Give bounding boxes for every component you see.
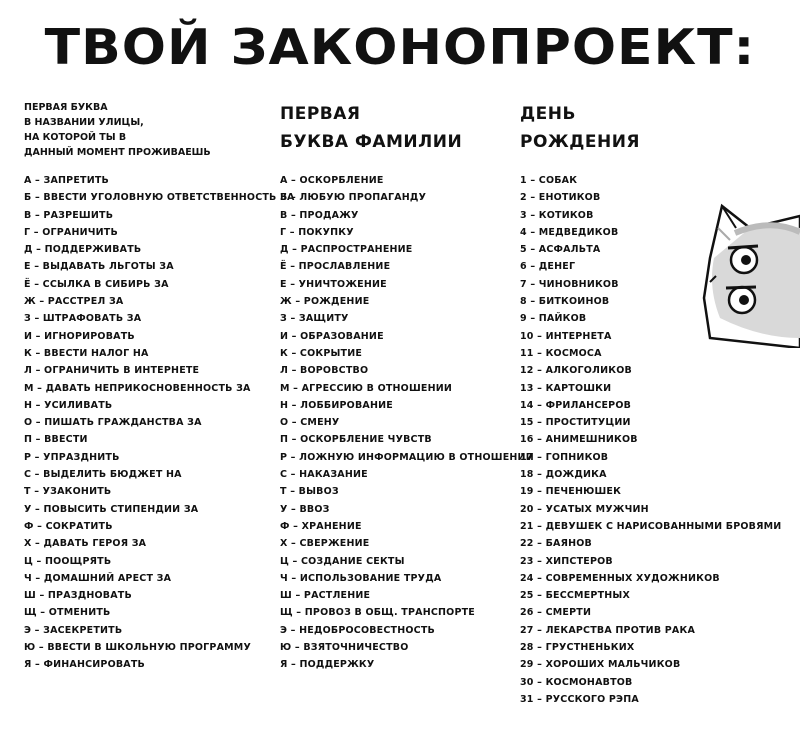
list-item: 24 – СОВРЕМЕННЫХ ХУДОЖНИКОВ — [520, 572, 720, 584]
list-item: 23 – ХИПСТЕРОВ — [520, 555, 613, 567]
list-item: Ж – РОЖДЕНИЕ — [280, 296, 370, 308]
list-item: Я – ПОДДЕРЖКУ — [280, 659, 375, 671]
list-item: Г – ПОКУПКУ — [280, 226, 354, 238]
list-item: Х – ДАВАТЬ ГЕРОЯ ЗА — [24, 538, 147, 550]
list-item: 26 – СМЕРТИ — [520, 607, 592, 619]
list-item: Н – УСИЛИВАТЬ — [24, 399, 113, 411]
list-item: Э – ЗАСЕКРЕТИТЬ — [24, 624, 123, 636]
list-item: Ф – ХРАНЕНИЕ — [280, 520, 362, 532]
list-item: 2 – ЕНОТИКОВ — [520, 192, 601, 204]
page-title: ТВОЙ ЗАКОНОПРОЕКТ: — [44, 19, 756, 77]
list-item: Р – ЛОЖНУЮ ИНФОРМАЦИЮ В ОТНОШЕНИИ — [280, 451, 534, 463]
list-item: Д – ПОДДЕРЖИВАТЬ — [24, 244, 142, 256]
column-heading-surname: ПЕРВАЯ БУКВА ФАМИЛИИ — [280, 104, 463, 152]
list-item: 15 – ПРОСТИТУЦИИ — [520, 417, 631, 429]
list-item: 25 – БЕССМЕРТНЫХ — [520, 590, 630, 602]
street-list — [24, 172, 295, 674]
list-item: З – ЗАЩИТУ — [280, 313, 349, 325]
list-item: Я – ФИНАНСИРОВАТЬ — [24, 659, 145, 671]
list-item: В – ПРОДАЖУ — [280, 209, 359, 221]
list-item: М – АГРЕССИЮ В ОТНОШЕНИИ — [280, 382, 453, 394]
list-item: 19 – ПЕЧЕНЮШЕК — [520, 486, 622, 498]
list-item: Д – РАСПРОСТРАНЕНИЕ — [280, 244, 413, 256]
list-item: Е – ВЫДАВАТЬ ЛЬГОТЫ ЗА — [24, 261, 174, 273]
list-item: 1 – СОБАК — [520, 175, 578, 186]
list-item: Ж – РАССТРЕЛ ЗА — [24, 296, 124, 308]
list-item: 13 – КАРТОШКИ — [520, 382, 612, 394]
list-item: К – ВВЕСТИ НАЛОГ НА — [24, 347, 149, 359]
list-item: С – ВЫДЕЛИТЬ БЮДЖЕТ НА — [24, 469, 182, 481]
list-item: Ш – РАСТЛЕНИЕ — [280, 590, 371, 602]
list-item: П – ВВЕСТИ — [24, 434, 88, 446]
list-item: 6 – ДЕНЕГ — [520, 261, 576, 273]
list-item: Е – УНИЧТОЖЕНИЕ — [280, 278, 387, 290]
column-heading-birthday: ДЕНЬ РОЖДЕНИЯ — [520, 104, 641, 152]
list-item: Щ – ОТМЕНИТЬ — [24, 607, 111, 619]
list-item: 14 – ФРИЛАНСЕРОВ — [520, 399, 632, 411]
list-item: Э – НЕДОБРОСОВЕСТНОСТЬ — [280, 624, 435, 636]
list-item: 5 – АСФАЛЬТА — [520, 244, 601, 256]
list-item: Ф – СОКРАТИТЬ — [24, 520, 113, 532]
list-item: 11 – КОСМОСА — [520, 347, 602, 359]
list-item: 22 – БАЯНОВ — [520, 538, 592, 550]
list-item: 20 – УСАТЫХ МУЖЧИН — [520, 503, 649, 515]
column-heading-street: ПЕРВАЯ БУКВА В НАЗВАНИИ УЛИЦЫ, НА КОТОРОЙ ТЫ В ДАННЫЙ МОМЕНТ ПРОЖИВАЕШЬ — [24, 102, 211, 158]
list-item: О – СМЕНУ — [280, 417, 340, 429]
list-item: Т – УЗАКОНИТЬ — [24, 486, 112, 498]
list-item: У – ВВОЗ — [280, 503, 330, 515]
list-item: 18 – ДОЖДИКА — [520, 469, 607, 481]
list-item: 12 – АЛКОГОЛИКОВ — [520, 365, 632, 377]
list-item: Ю – ВЗЯТОЧНИЧЕСТВО — [280, 642, 409, 654]
list-item: 10 – ИНТЕРНЕТА — [520, 330, 612, 342]
list-item: Ё – ССЫЛКА В СИБИРЬ ЗА — [24, 278, 169, 290]
list-item: М – ДАВАТЬ НЕПРИКОСНОВЕННОСТЬ ЗА — [24, 382, 251, 394]
list-item: К – СОКРЫТИЕ — [280, 347, 363, 359]
list-item: Ч – ИСПОЛЬЗОВАНИЕ ТРУДА — [280, 572, 442, 584]
list-item: Н – ЛОББИРОВАНИЕ — [280, 399, 393, 411]
list-item: Т – ВЫВОЗ — [280, 486, 339, 498]
list-item: В – РАЗРЕШИТЬ — [24, 209, 114, 221]
list-item: Г – ОГРАНИЧИТЬ — [24, 226, 118, 238]
list-item: 8 – БИТКОИНОВ — [520, 296, 610, 308]
column-surname — [280, 100, 534, 674]
list-item: Р – УПРАЗДНИТЬ — [24, 451, 120, 463]
list-item: 7 – ЧИНОВНИКОВ — [520, 278, 619, 290]
list-item: Б – ЛЮБУЮ ПРОПАГАНДУ — [280, 192, 427, 204]
list-item: С – НАКАЗАНИЕ — [280, 469, 368, 481]
list-item: Х – СВЕРЖЕНИЕ — [280, 538, 370, 550]
list-item: 4 – МЕДВЕДИКОВ — [520, 226, 619, 238]
list-item: 16 – АНИМЕШНИКОВ — [520, 434, 638, 446]
list-item: З – ШТРАФОВАТЬ ЗА — [24, 313, 142, 325]
list-item: И – ОБРАЗОВАНИЕ — [280, 330, 384, 342]
column-street — [24, 100, 295, 674]
list-item: А – ОСКОРБЛЕНИЕ — [280, 175, 384, 186]
list-item: Ю – ВВЕСТИ В ШКОЛЬНУЮ ПРОГРАММУ — [24, 642, 251, 654]
list-item: Л – ВОРОВСТВО — [280, 365, 369, 377]
list-item: 30 – КОСМОНАВТОВ — [520, 676, 633, 688]
list-item: 29 – ХОРОШИХ МАЛЬЧИКОВ — [520, 659, 681, 671]
list-item: 17 – ГОПНИКОВ — [520, 451, 609, 463]
list-item: 31 – РУССКОГО РЭПА — [520, 693, 639, 705]
list-item: 27 – ЛЕКАРСТВА ПРОТИВ РАКА — [520, 624, 695, 636]
list-item: Ч – ДОМАШНИЙ АРЕСТ ЗА — [24, 572, 172, 584]
list-item: 28 – ГРУСТНЕНЬКИХ — [520, 642, 635, 654]
list-item: П – ОСКОРБЛЕНИЕ ЧУВСТВ — [280, 434, 432, 446]
list-item: Б – ВВЕСТИ УГОЛОВНУЮ ОТВЕТСТВЕННОСТЬ ЗА — [24, 192, 295, 204]
list-item: Ц – СОЗДАНИЕ СЕКТЫ — [280, 555, 405, 567]
list-item: И – ИГНОРИРОВАТЬ — [24, 330, 135, 342]
list-item: О – ПИШАТЬ ГРАЖДАНСТВА ЗА — [24, 417, 202, 429]
list-item: А – ЗАПРЕТИТЬ — [24, 175, 109, 186]
list-item: 9 – ПАЙКОВ — [520, 313, 587, 325]
surname-list — [280, 172, 534, 674]
list-item: Л – ОГРАНИЧИТЬ В ИНТЕРНЕТЕ — [24, 365, 200, 377]
cat-peeking-icon — [690, 188, 800, 348]
list-item: 21 – ДЕВУШЕК С НАРИСОВАННЫМИ БРОВЯМИ — [520, 520, 782, 532]
list-item: Ц – ПООЩРЯТЬ — [24, 555, 112, 567]
list-item: Ш – ПРАЗДНОВАТЬ — [24, 590, 132, 602]
list-item: У – ПОВЫСИТЬ СТИПЕНДИИ ЗА — [24, 503, 199, 515]
list-item: Щ – ПРОВОЗ В ОБЩ. ТРАНСПОРТЕ — [280, 607, 475, 619]
list-item: Ё – ПРОСЛАВЛЕНИЕ — [280, 261, 391, 273]
list-item: 3 – КОТИКОВ — [520, 209, 594, 221]
